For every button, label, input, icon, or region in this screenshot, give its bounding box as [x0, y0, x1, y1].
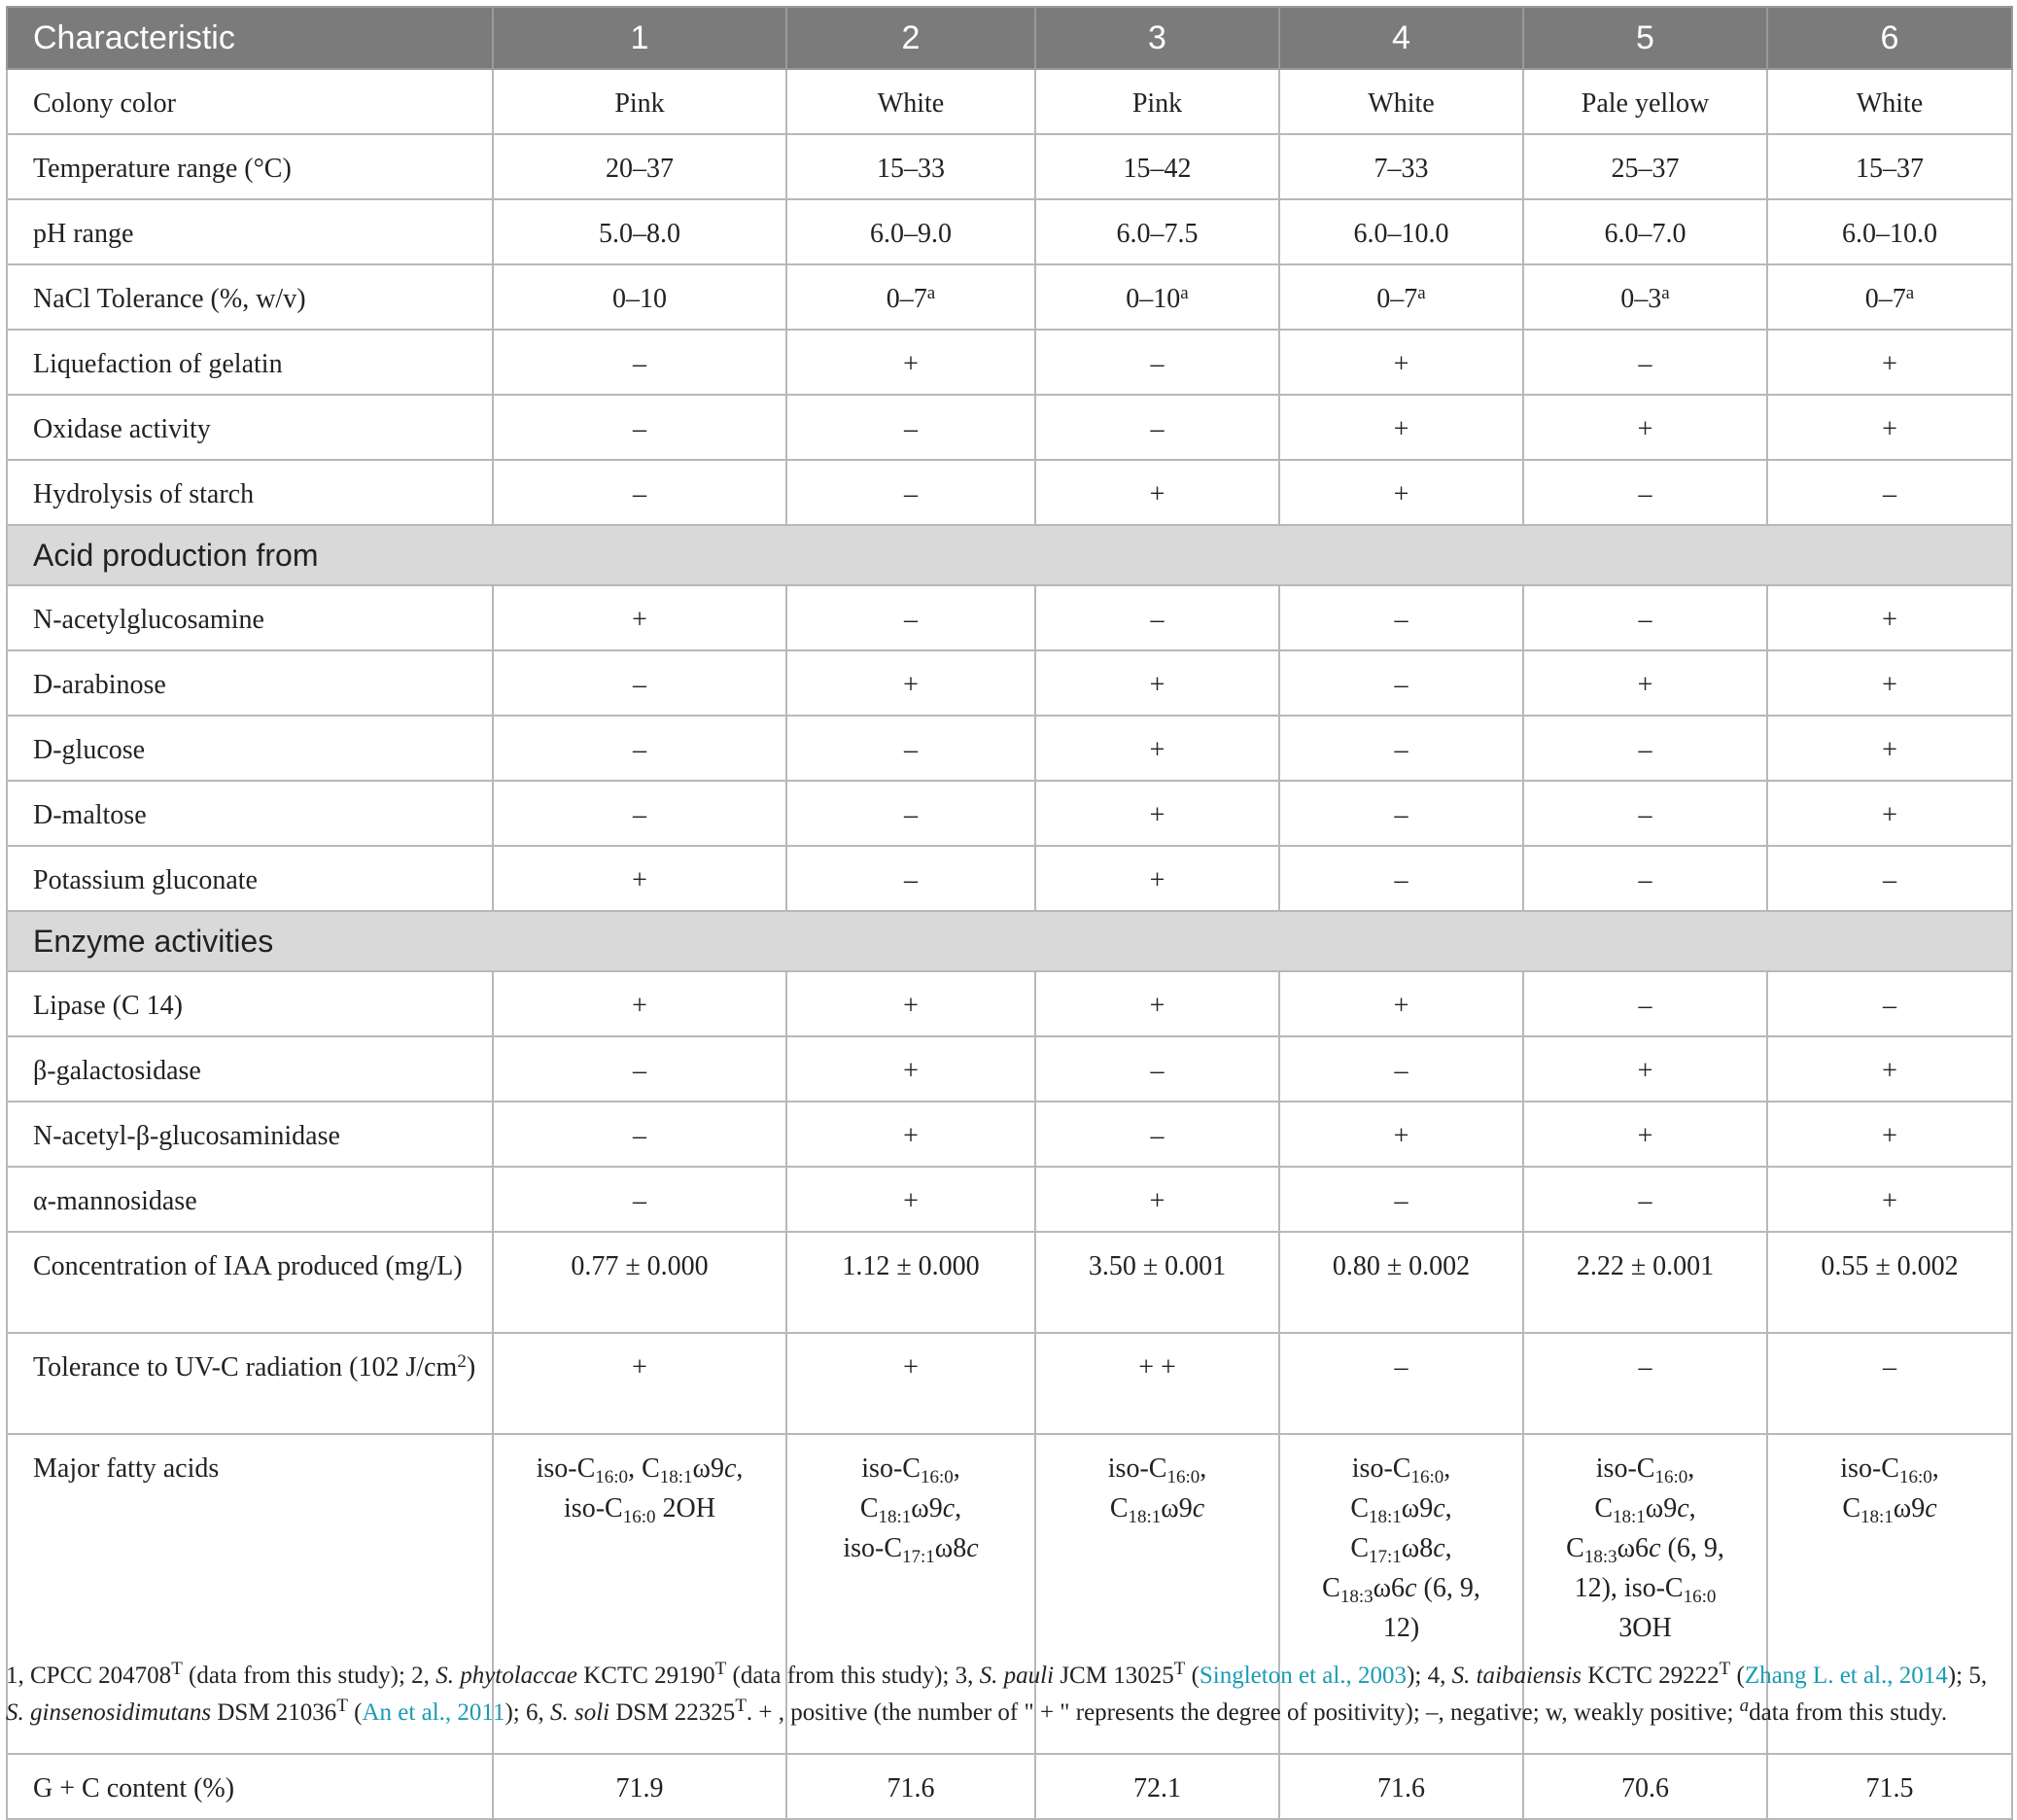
- fatty-acids-cell-5: iso-$C_{16:0}$, $C_{18:1}\omega 9c$, $C_{18:3}\omega 6c$ (6, 9, 12), iso-$C_{16:0}$ 3OH: [1523, 1434, 1767, 1754]
- fatty-acids-cell-4: iso-$C_{16:0}$, $C_{18:1}\omega 9c$, $C_{17:1}\omega 8c$, $C_{18:3}\omega 6c$ (6, 9, 12): [1279, 1434, 1523, 1754]
- header-characteristic: Characteristic: [7, 7, 493, 69]
- table-row: [7, 1102, 2012, 1167]
- table-cell: +: [1279, 395, 1523, 460]
- table-cell: –: [1279, 1036, 1523, 1102]
- table-cell: +: [786, 1167, 1035, 1232]
- table-row: [7, 199, 2012, 264]
- cell-value: 0–3: [1620, 284, 1662, 314]
- row-label: Major fatty acids: [7, 1434, 493, 1754]
- table-cell: –: [1767, 971, 2012, 1036]
- table-cell: +: [1523, 650, 1767, 716]
- table-cell: +: [786, 971, 1035, 1036]
- table-cell: –: [1279, 846, 1523, 911]
- row-label: β-galactosidase: [7, 1036, 493, 1102]
- table-row: [7, 1036, 2012, 1102]
- table-cell: +: [1279, 1102, 1523, 1167]
- table-cell: [1767, 264, 2012, 330]
- table-cell: –: [493, 460, 786, 525]
- table-cell: White: [1767, 69, 2012, 134]
- table-cell: 2.22 ± 0.001: [1523, 1232, 1767, 1333]
- row-label: Oxidase activity: [7, 395, 493, 460]
- table-cell: –: [1279, 585, 1523, 650]
- row-label: Lipase (C 14): [7, 971, 493, 1036]
- table-row: [7, 781, 2012, 846]
- table-cell: +: [493, 585, 786, 650]
- table-cell: +: [1523, 395, 1767, 460]
- fatty-acids-cell-2: iso-$C_{16:0}$, $C_{18:1}\omega 9c$, iso-$C_{17:1}\omega 8c$: [786, 1434, 1035, 1754]
- table-cell: [1279, 264, 1523, 330]
- table-cell: –: [493, 716, 786, 781]
- row-label: D-maltose: [7, 781, 493, 846]
- table-cell: +: [786, 1333, 1035, 1434]
- table-cell: +: [1767, 1167, 2012, 1232]
- table-cell: 6.0–7.0: [1523, 199, 1767, 264]
- table-cell: 6.0–7.5: [1035, 199, 1279, 264]
- table-cell: 15–33: [786, 134, 1035, 199]
- table-cell: –: [1523, 585, 1767, 650]
- table-cell: –: [786, 716, 1035, 781]
- table-cell: –: [1035, 330, 1279, 395]
- reference-link[interactable]: Zhang L. et al., 2014: [1744, 1662, 1948, 1689]
- table-cell: 0.77 ± 0.000: [493, 1232, 786, 1333]
- table-cell: +: [1279, 971, 1523, 1036]
- table-cell: –: [1279, 1167, 1523, 1232]
- table-cell: 3.50 ± 0.001: [1035, 1232, 1279, 1333]
- row-label: G + C content (%): [7, 1754, 493, 1819]
- table-cell: –: [1035, 1102, 1279, 1167]
- table-row: [7, 134, 2012, 199]
- table-cell: +: [493, 846, 786, 911]
- table-cell: –: [1279, 716, 1523, 781]
- table-cell: 15–37: [1767, 134, 2012, 199]
- table-cell: –: [1035, 585, 1279, 650]
- table-cell: –: [1279, 781, 1523, 846]
- table-cell: Pink: [1035, 69, 1279, 134]
- reference-link[interactable]: Singleton et al., 2003: [1199, 1662, 1408, 1689]
- uv-label-end: ): [466, 1352, 476, 1382]
- characteristics-table: [6, 6, 2013, 1820]
- table-cell: White: [1279, 69, 1523, 134]
- table-cell: 6.0–9.0: [786, 199, 1035, 264]
- fatty-acids-cell-3: iso-$C_{16:0}$, $C_{18:1}\omega 9c$: [1035, 1434, 1279, 1754]
- table-row: [7, 1167, 2012, 1232]
- table-cell: White: [786, 69, 1035, 134]
- table-cell: +: [1035, 781, 1279, 846]
- table-row: [7, 1754, 2012, 1819]
- table-cell: –: [493, 650, 786, 716]
- table-cell: 20–37: [493, 134, 786, 199]
- table-cell: +: [1767, 1036, 2012, 1102]
- table-row: [7, 460, 2012, 525]
- table-cell: +: [1523, 1036, 1767, 1102]
- table-cell: –: [493, 1036, 786, 1102]
- table-cell: 6.0–10.0: [1767, 199, 2012, 264]
- table-row: [7, 846, 2012, 911]
- table-cell: +: [1035, 1167, 1279, 1232]
- table-cell: –: [786, 846, 1035, 911]
- table-cell: +: [1035, 650, 1279, 716]
- section-enzyme-activities: Enzyme activities: [7, 911, 2012, 971]
- table-cell: [1523, 264, 1767, 330]
- table-row: [7, 395, 2012, 460]
- table-cell: 25–37: [1523, 134, 1767, 199]
- table-cell: 5.0–8.0: [493, 199, 786, 264]
- table-row: [7, 650, 2012, 716]
- table-cell: 0.80 ± 0.002: [1279, 1232, 1523, 1333]
- row-label: pH range: [7, 199, 493, 264]
- row-label: α-mannosidase: [7, 1167, 493, 1232]
- table-cell: [786, 264, 1035, 330]
- cell-value: 0–7: [1864, 284, 1906, 314]
- table-container: [6, 6, 2011, 1820]
- table-cell: +: [1767, 1102, 2012, 1167]
- table-cell: +: [1767, 650, 2012, 716]
- table-cell: 6.0–10.0: [1279, 199, 1523, 264]
- table-cell: 15–42: [1035, 134, 1279, 199]
- row-label: D-arabinose: [7, 650, 493, 716]
- table-cell: –: [1279, 650, 1523, 716]
- table-cell: –: [493, 330, 786, 395]
- table-cell: +: [1523, 1102, 1767, 1167]
- row-label: N-acetyl-β-glucosaminidase: [7, 1102, 493, 1167]
- table-row: [7, 1333, 2012, 1434]
- table-cell: +: [1035, 460, 1279, 525]
- table-cell: +: [1767, 330, 2012, 395]
- table-cell: +: [786, 1036, 1035, 1102]
- table-cell: –: [1279, 1333, 1523, 1434]
- table-cell: 71.9: [493, 1754, 786, 1819]
- uv-label-text: Tolerance to UV-C radiation (102 J/cm: [33, 1352, 458, 1382]
- footnote-marker: a: [1905, 283, 1915, 303]
- row-label: Potassium gluconate: [7, 846, 493, 911]
- table-cell: –: [1523, 781, 1767, 846]
- table-cell: +: [786, 330, 1035, 395]
- row-label: D-glucose: [7, 716, 493, 781]
- table-cell: 71.5: [1767, 1754, 2012, 1819]
- table-cell: –: [1523, 1167, 1767, 1232]
- table-footnote: 1, CPCC $204708^T$ (data from this study); 2, S. phytolaccae KCTC $29190^T$ (data from this study); 3, S. pauli JCM $13025^T$ (Singleton et al., 2003); 4, S. taibaiensis KCTC $29222^T$ (Zhang L. et al., 2014); 5, S. ginsenosidimutans DSM $21036^T$ (An et al., 2011); 6, S. soli DSM $22325^T$. + , positive (the number of " + " represents the degree of positivity); –, negative; w, weakly positive; $^a$data from this study.: [6, 1659, 1988, 1726]
- section-row: [7, 525, 2012, 585]
- header-strain-6: 6: [1767, 7, 2012, 69]
- table-cell: –: [1523, 716, 1767, 781]
- table-cell: –: [1767, 460, 2012, 525]
- table-cell: +: [1767, 716, 2012, 781]
- table-row: [7, 69, 2012, 134]
- table-cell: 0.55 ± 0.002: [1767, 1232, 2012, 1333]
- table-cell: 71.6: [786, 1754, 1035, 1819]
- row-label: Hydrolysis of starch: [7, 460, 493, 525]
- table-cell: –: [1767, 846, 2012, 911]
- section-acid-production: Acid production from: [7, 525, 2012, 585]
- header-strain-2: 2: [786, 7, 1035, 69]
- row-label: N-acetylglucosamine: [7, 585, 493, 650]
- table-cell: +: [786, 650, 1035, 716]
- table-row: [7, 264, 2012, 330]
- cell-value: 0–7: [886, 284, 927, 314]
- table-cell: 1.12 ± 0.000: [786, 1232, 1035, 1333]
- table-row: [7, 716, 2012, 781]
- header-strain-5: 5: [1523, 7, 1767, 69]
- header-strain-3: 3: [1035, 7, 1279, 69]
- table-row: [7, 585, 2012, 650]
- footnote-marker: a: [1661, 283, 1670, 303]
- table-cell: –: [786, 585, 1035, 650]
- superscript: 2: [457, 1351, 467, 1372]
- table-cell: –: [1523, 460, 1767, 525]
- row-label: Concentration of IAA produced (mg/L): [7, 1232, 493, 1333]
- table-cell: –: [1035, 395, 1279, 460]
- table-row: [7, 330, 2012, 395]
- table-cell: +: [493, 1333, 786, 1434]
- row-label: NaCl Tolerance (%, w/v): [7, 264, 493, 330]
- table-row: [7, 971, 2012, 1036]
- table-cell: 70.6: [1523, 1754, 1767, 1819]
- table-cell: –: [786, 395, 1035, 460]
- reference-link[interactable]: An et al., 2011: [362, 1699, 505, 1726]
- table-cell: 71.6: [1279, 1754, 1523, 1819]
- table-cell: –: [493, 781, 786, 846]
- row-label: [7, 1333, 493, 1434]
- cell-value: 0–10: [1126, 284, 1181, 314]
- table-cell: –: [1523, 1333, 1767, 1434]
- table-cell: Pink: [493, 69, 786, 134]
- table-cell: [1035, 264, 1279, 330]
- header-row: [7, 7, 2012, 69]
- cell-value: 0–7: [1376, 284, 1418, 314]
- table-cell: +: [1767, 395, 2012, 460]
- row-label: Colony color: [7, 69, 493, 134]
- table-cell: +: [493, 971, 786, 1036]
- table-cell: +: [1035, 716, 1279, 781]
- fatty-acids-cell-6: iso-$C_{16:0}$, $C_{18:1}\omega 9c$: [1767, 1434, 2012, 1754]
- cell-value: 0–10: [612, 284, 667, 314]
- table-row: [7, 1232, 2012, 1333]
- header-strain-4: 4: [1279, 7, 1523, 69]
- table-cell: 7–33: [1279, 134, 1523, 199]
- table-cell: [493, 264, 786, 330]
- table-cell: –: [1523, 846, 1767, 911]
- header-strain-1: 1: [493, 7, 786, 69]
- table-cell: –: [1767, 1333, 2012, 1434]
- section-row: [7, 911, 2012, 971]
- table-cell: + +: [1035, 1333, 1279, 1434]
- table-cell: –: [1523, 330, 1767, 395]
- table-cell: –: [786, 781, 1035, 846]
- table-cell: +: [1767, 585, 2012, 650]
- fatty-acids-cell-1: iso-$C_{16:0}$, $C_{18:1}\omega 9c$, iso-$C_{16:0}$ 2OH: [493, 1434, 786, 1754]
- table-cell: –: [1035, 1036, 1279, 1102]
- table-cell: +: [1767, 781, 2012, 846]
- table-cell: +: [1279, 330, 1523, 395]
- table-cell: +: [1035, 971, 1279, 1036]
- footnote-marker: a: [1417, 283, 1426, 303]
- table-cell: –: [786, 460, 1035, 525]
- footnote-marker: a: [1180, 283, 1189, 303]
- row-label: Temperature range (°C): [7, 134, 493, 199]
- table-cell: +: [1035, 846, 1279, 911]
- table-cell: +: [1279, 460, 1523, 525]
- row-label: Liquefaction of gelatin: [7, 330, 493, 395]
- table-cell: Pale yellow: [1523, 69, 1767, 134]
- table-cell: –: [493, 1102, 786, 1167]
- footnote-marker: a: [926, 283, 936, 303]
- table-cell: –: [1523, 971, 1767, 1036]
- table-cell: –: [493, 395, 786, 460]
- table-cell: +: [786, 1102, 1035, 1167]
- table-cell: 72.1: [1035, 1754, 1279, 1819]
- table-cell: –: [493, 1167, 786, 1232]
